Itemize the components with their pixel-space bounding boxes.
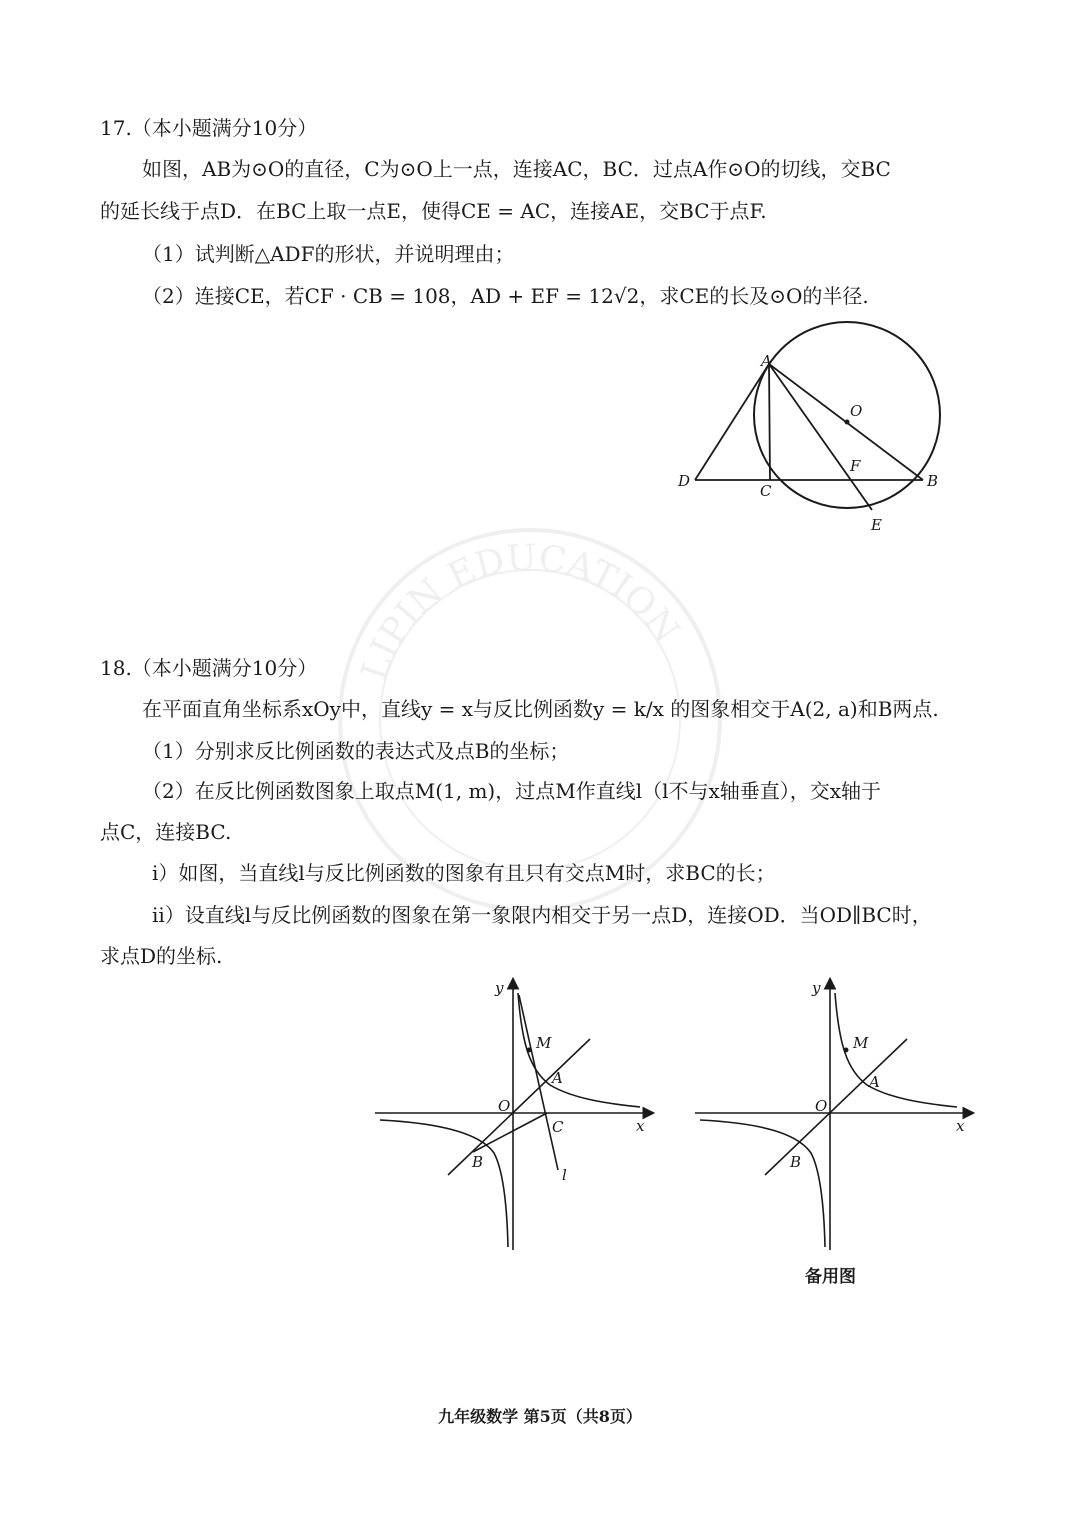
q17-stem-line2: 的延长线于点D．在BC上取一点E，使得CE = AC，连接AE，交BC于点F.	[100, 199, 767, 223]
q18-figure-main	[370, 975, 660, 1255]
q18-part2-line2: 点C，连接BC.	[100, 820, 232, 844]
label-e: E	[871, 516, 882, 534]
page-footer: 九年级数学 第5页（共8页）	[438, 1407, 642, 1426]
point-m-dot	[527, 1048, 532, 1053]
label-m: M	[536, 1034, 552, 1052]
label-l: l	[562, 1166, 567, 1184]
label-o: O	[498, 1097, 511, 1115]
q18-sub-i: ⅰ）如图，当直线l与反比例函数的图象有且只有交点M时，求BC的长；	[152, 861, 776, 885]
q18-part1: （1）分别求反比例函数的表达式及点B的坐标；	[142, 739, 570, 763]
label-b: B	[927, 472, 939, 490]
label-c: C	[760, 482, 772, 500]
label-x: x	[636, 1117, 645, 1135]
center-dot	[845, 420, 850, 425]
q18-figure-spare	[690, 975, 980, 1255]
q18-sub-ii-line1: ⅱ）设直线l与反比例函数的图象在第一象限内相交于另一点D，连接OD．当OD∥BC时，	[152, 903, 932, 927]
label-o: O	[815, 1097, 828, 1115]
label-m: M	[853, 1034, 869, 1052]
label-o: O	[850, 402, 863, 420]
q17-header: 17.（本小题满分10分）	[100, 116, 318, 140]
label-d: D	[678, 472, 691, 490]
segment-ad	[695, 364, 769, 480]
q18-stem: 在平面直角坐标系xOy中，直线y = x与反比例函数y = k/x 的图象相交于A(2, a)和B两点.	[142, 697, 939, 721]
segment-ae	[769, 364, 872, 510]
label-a: A	[552, 1069, 563, 1087]
q18-part2-line1: （2）在反比例函数图象上取点M(1, m)，过点M作直线l（l不与x轴垂直），交x轴于	[142, 779, 882, 803]
point-m-dot	[844, 1048, 849, 1053]
label-y: y	[495, 979, 504, 997]
svg-text:LIPIN EDUCATION: LIPIN EDUCATION	[353, 537, 688, 686]
label-b: B	[790, 1153, 802, 1171]
q17-part1: （1）试判断△ADF的形状，并说明理由；	[142, 242, 515, 266]
q18-sub-ii-line2: 求点D的坐标.	[100, 944, 223, 968]
hyperbola-q3	[700, 1120, 825, 1247]
label-a: A	[761, 352, 772, 370]
label-f: F	[850, 457, 861, 475]
segment-bc	[473, 1113, 547, 1152]
label-c: C	[552, 1118, 564, 1136]
label-y: y	[812, 979, 821, 997]
q18-figure2-caption: 备用图	[805, 1267, 856, 1287]
segment-ac	[769, 364, 770, 480]
q18-header: 18.（本小题满分10分）	[100, 656, 318, 680]
line-y-eq-x	[765, 1039, 907, 1175]
label-b: B	[472, 1153, 484, 1171]
hyperbola-q3	[380, 1120, 508, 1247]
label-x: x	[956, 1117, 965, 1135]
q17-figure	[660, 320, 960, 550]
q17-part2: （2）连接CE，若CF · CB = 108，AD + EF = 12√2，求CE的长及⊙O的半径.	[142, 284, 869, 308]
label-a: A	[869, 1073, 880, 1091]
q17-stem-line1: 如图，AB为⊙O的直径，C为⊙O上一点，连接AC，BC．过点A作⊙O的切线，交BC	[142, 157, 891, 181]
line-y-eq-x	[448, 1039, 590, 1175]
